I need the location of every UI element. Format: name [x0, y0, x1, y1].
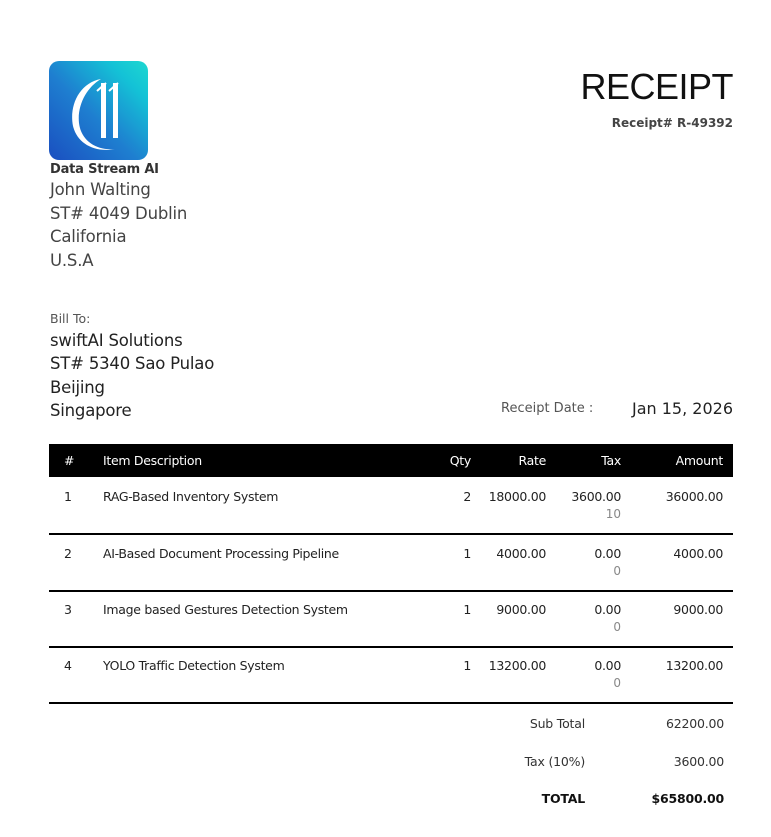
row-tax: 0.00 — [594, 658, 621, 673]
tax-label: Tax (10%) — [524, 754, 585, 769]
company-logo — [49, 61, 148, 160]
col-amount: Amount — [675, 453, 723, 468]
row-amount: 4000.00 — [673, 546, 723, 561]
row-tax-rate: 0 — [613, 564, 621, 578]
company-state: California — [50, 227, 127, 246]
row-amount: 13200.00 — [665, 658, 723, 673]
col-tax: Tax — [601, 453, 621, 468]
col-number: # — [64, 453, 75, 468]
row-number: 1 — [64, 489, 72, 504]
row-description: AI-Based Document Processing Pipeline — [103, 546, 339, 561]
data-stream-ai-logo-icon — [49, 61, 148, 160]
row-number: 2 — [64, 546, 72, 561]
row-rate: 13200.00 — [488, 658, 546, 673]
subtotal-value: 62200.00 — [665, 716, 724, 731]
row-tax-rate: 10 — [605, 507, 621, 521]
row-tax-rate: 0 — [613, 620, 621, 634]
company-street: ST# 4049 Dublin — [50, 204, 188, 223]
table-row — [49, 534, 733, 592]
row-tax: 0.00 — [594, 602, 621, 617]
row-qty: 1 — [463, 546, 471, 561]
row-qty: 2 — [463, 489, 471, 504]
bill-to-city: Beijing — [50, 378, 105, 397]
row-rate: 9000.00 — [496, 602, 546, 617]
items-table-header — [49, 444, 733, 477]
table-row — [49, 590, 733, 648]
bill-to-name: swiftAI Solutions — [50, 331, 183, 350]
company-name: Data Stream AI — [50, 162, 159, 177]
col-rate: Rate — [518, 453, 546, 468]
table-row — [49, 477, 733, 535]
row-tax: 0.00 — [594, 546, 621, 561]
col-qty: Qty — [449, 453, 471, 468]
row-qty: 1 — [463, 658, 471, 673]
subtotal-label: Sub Total — [529, 716, 585, 731]
row-amount: 9000.00 — [673, 602, 723, 617]
table-row — [49, 646, 733, 704]
receipt-date-label: Receipt Date : — [501, 401, 594, 416]
row-description: Image based Gestures Detection System — [103, 602, 348, 617]
bill-to-street: ST# 5340 Sao Pulao — [50, 354, 215, 373]
bill-to-country: Singapore — [50, 401, 132, 420]
company-country: U.S.A — [50, 251, 94, 270]
row-tax: 3600.00 — [571, 489, 621, 504]
row-amount: 36000.00 — [665, 489, 723, 504]
row-description: YOLO Traffic Detection System — [103, 658, 285, 673]
row-description: RAG-Based Inventory System — [103, 489, 279, 504]
row-qty: 1 — [463, 602, 471, 617]
col-description: Item Description — [103, 453, 202, 468]
tax-value: 3600.00 — [673, 754, 724, 769]
receipt-date-value: Jan 15, 2026 — [632, 399, 733, 418]
row-rate: 18000.00 — [488, 489, 546, 504]
bill-to-label: Bill To: — [50, 311, 91, 326]
page-title: RECEIPT — [580, 66, 733, 107]
total-label: TOTAL — [541, 791, 585, 806]
receipt-number: Receipt# R-49392 — [611, 116, 733, 130]
row-number: 4 — [64, 658, 72, 673]
company-contact: John Walting — [50, 180, 151, 199]
row-number: 3 — [64, 602, 72, 617]
row-tax-rate: 0 — [613, 676, 621, 690]
total-value: $65800.00 — [651, 791, 724, 806]
row-rate: 4000.00 — [496, 546, 546, 561]
